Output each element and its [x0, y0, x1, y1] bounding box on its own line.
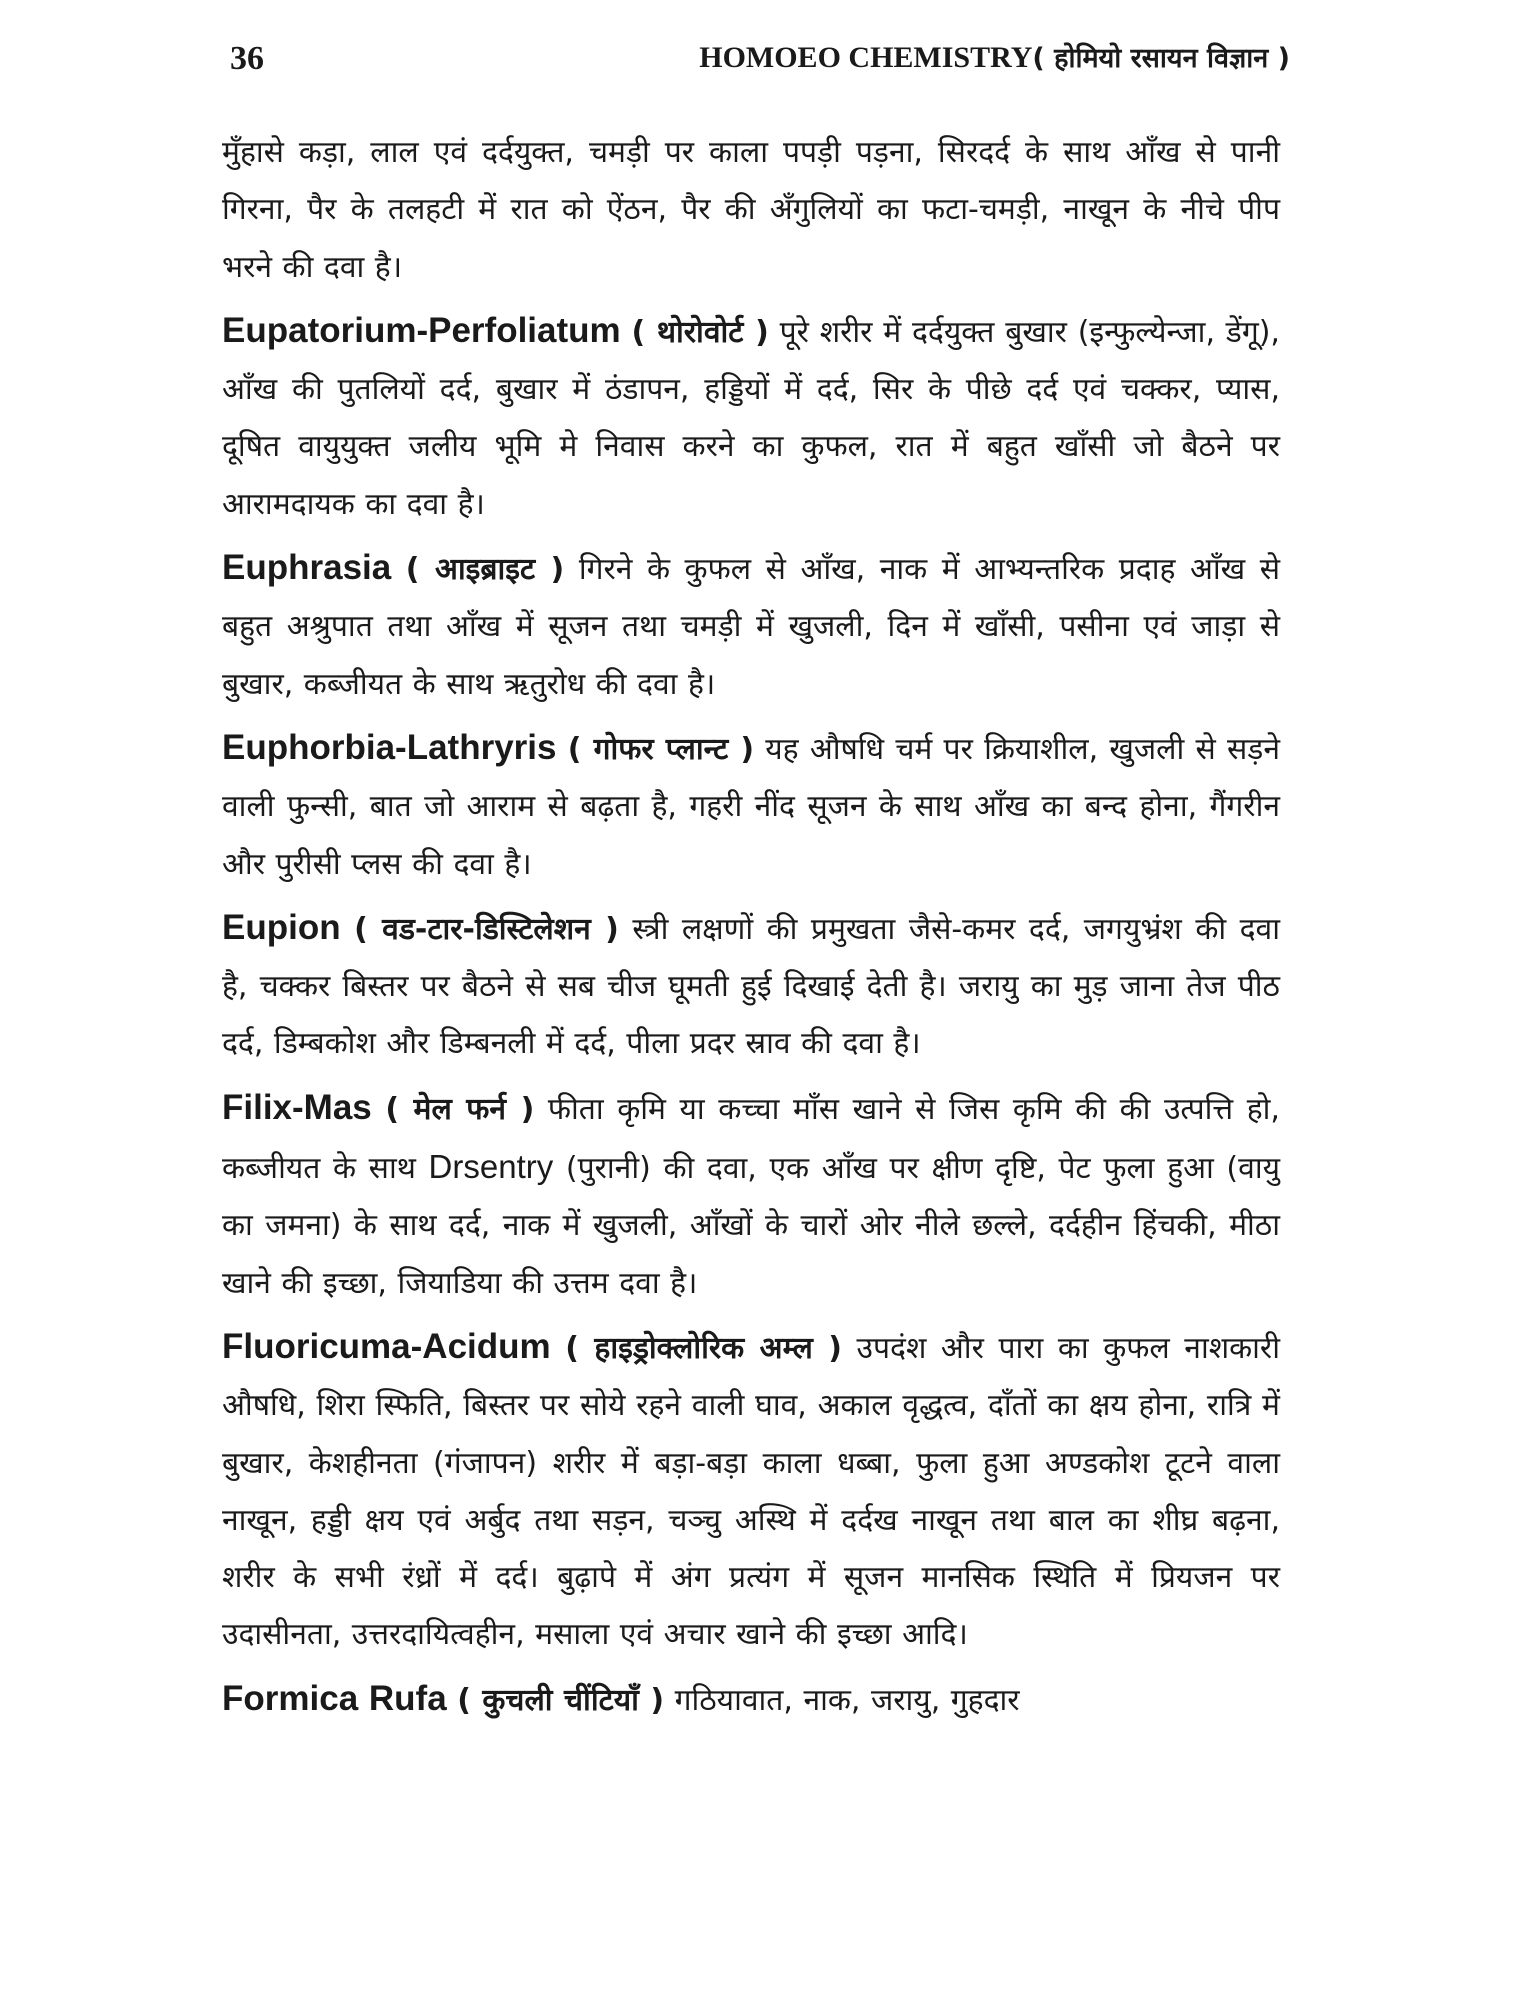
entry-eupatorium-perfoliatum	[222, 302, 1280, 533]
entry-text: यह औषधि चर्म पर क्रियाशील, खुजली से सड़ने वाली फुन्सी, बात जो आराम से बढ़ता है, गहरी नींद सूजन के साथ आँख का बन्द होना, गैंगरीन और पुरीसी प्लस की दवा है।	[222, 731, 1280, 882]
entry-term: Filix-Mas	[222, 1087, 372, 1127]
entry-text: उपदंश और पारा का कुफल नाशकारी औषधि, शिरा स्फिति, बिस्तर पर सोये रहने वाली घाव, अकाल वृद्धत्व, दाँतों का क्षय होना, रात्रि में बुखार, केशहीनता (गंजापन) शरीर में बड़ा-बड़ा काला धब्बा, फुला हुआ अण्डकोश टूटने वाला नाखून, हड्डी क्षय एवं अर्बुद तथा सड़न, चञ्चु अस्थि में दर्दख नाखून तथा बाल का शीघ्र बढ़ना, शरीर के सभी रंध्रों में दर्द। बुढ़ापे में अंग प्रत्यंग में सूजन मानसिक स्थिति में प्रियजन पर उदासीनता, उत्तरदायित्वहीन, मसाला एवं अचार खाने की इच्छा आदि।	[222, 1330, 1280, 1653]
entry-euphorbia-lathryris	[222, 719, 1280, 893]
entry-text: पूरे शरीर में दर्दयुक्त बुखार (इन्फुल्येन्जा, डेंगू), आँख की पुतलियों दर्द, बुखार में ठंडापन, हड्डियों में दर्द, सिर के पीछे दर्द एवं चक्कर, प्यास, दूषित वायुयुक्त जलीय भूमि मे निवास करने का कुफल, रात में बहुत खाँसी जो बैठने पर आरामदायक का दवा है।	[222, 314, 1280, 522]
entry-term: Euphrasia	[222, 548, 392, 588]
entry-continuation	[222, 124, 1280, 296]
page-header	[230, 38, 1290, 98]
entry-common-name: ( वड-टार-डिस्टिलेशन )	[354, 911, 619, 947]
entry-term: Eupatorium-Perfoliatum	[222, 310, 621, 350]
entry-latin-word: Drsentry	[428, 1148, 554, 1186]
entry-term: Euphorbia-Lathryris	[222, 727, 557, 767]
running-title	[699, 38, 1290, 75]
entry-text: स्त्री लक्षणों की प्रमुखता जैसे-कमर दर्द, जगयुभ्रंश की दवा है, चक्कर बिस्तर पर बैठने से सब चीज घूमती हुई दिखाई देती है। जरायु का मुड़ जाना तेज पीठ दर्द, डिम्बकोश और डिम्बनली में दर्द, पीला प्रदर स्राव की दवा है।	[222, 911, 1280, 1062]
entry-common-name: ( गोफर प्लान्ट )	[567, 731, 755, 767]
entry-common-name: ( थोरोवोर्ट )	[631, 314, 769, 350]
entry-text: मुँहासे कड़ा, लाल एवं दर्दयुक्त, चमड़ी पर काला पपड़ी पड़ना, सिरदर्द के साथ आँख से पानी गिरना, पैर के तलहटी में रात को ऐंठन, पैर की अँगुलियों का फटा-चमड़ी, नाखून के नीचे पीप भरने की दवा है।	[222, 135, 1280, 285]
entry-term: Eupion	[222, 907, 341, 947]
entry-eupion	[222, 899, 1280, 1073]
entry-formica-rufa	[222, 1670, 1280, 1729]
entry-text-continued: (पुरानी) की दवा, एक आँख पर क्षीण दृष्टि, पेट फुला हुआ (वायु का जमना) के साथ दर्द, नाक में खुजली, आँखों के चारों ओर नीले छल्ले, दर्दहीन हिंचकी, मीठा खाने की इच्छा, जियाडिया की उत्तम दवा है।	[222, 1151, 1280, 1301]
entry-text: गिरने के कुफल से आँख, नाक में आभ्यन्तरिक प्रदाह आँख से बहुत अश्रुपात तथा आँख में सूजन तथा चमड़ी में खुजली, दिन में खाँसी, पसीना एवं जाड़ा से बुखार, कब्जीयत के साथ ऋतुरोध की दवा है।	[222, 552, 1281, 702]
entry-common-name: ( हाइड्रोक्लोरिक अम्ल )	[565, 1330, 842, 1366]
entry-fluoricuma-acidum	[222, 1318, 1280, 1664]
entry-euphrasia	[222, 539, 1280, 713]
page-body	[222, 124, 1280, 1735]
entry-common-name: ( कुचली चींटियाँ )	[457, 1682, 665, 1718]
entry-text: फीता कृमि या कच्चा माँस खाने से जिस कृमि की की उत्पत्ति हो, कब्जीयत के साथ	[222, 1091, 1280, 1187]
running-title-hindi: ( होमियो रसायन विज्ञान )	[1032, 43, 1290, 74]
page-number: 36	[230, 40, 264, 77]
entry-filix-mas	[222, 1079, 1280, 1312]
entry-term: Formica Rufa	[222, 1678, 447, 1718]
entry-common-name: ( मेल फर्न )	[385, 1091, 535, 1127]
entry-term: Fluoricuma-Acidum	[222, 1326, 551, 1366]
entry-text: गठियावात, नाक, जरायु, गुहदार	[674, 1682, 1020, 1718]
running-title-english: HOMOEO CHEMISTRY	[699, 41, 1033, 74]
entry-common-name: ( आइब्राइट )	[405, 552, 565, 588]
